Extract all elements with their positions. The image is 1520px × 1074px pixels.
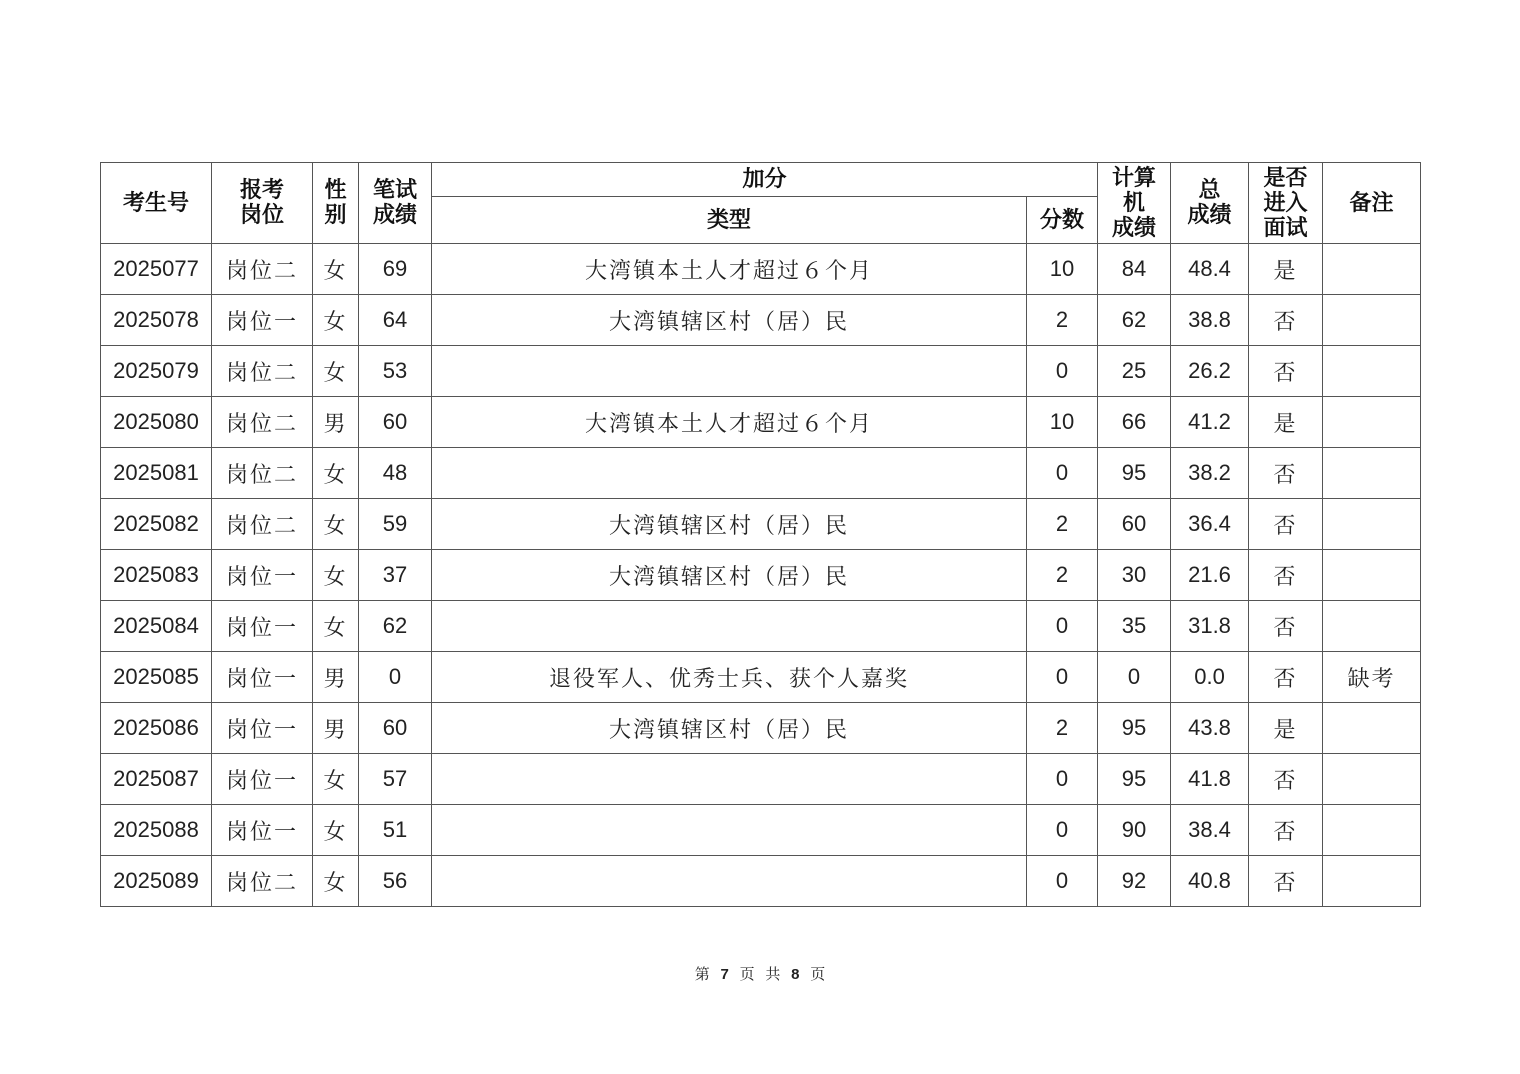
cell-position: 岗位一: [212, 805, 313, 856]
cell-remark: [1323, 244, 1421, 295]
cell-exam-no: 2025079: [101, 346, 212, 397]
cell-exam-no: 2025084: [101, 601, 212, 652]
footer-middle: 页 共: [739, 965, 781, 983]
score-table: [100, 162, 1421, 907]
cell-bonus-type: 大湾镇辖区村（居）民: [432, 703, 1027, 754]
footer-prefix: 第: [694, 965, 710, 983]
header-written-score: 笔试 成绩: [359, 163, 432, 244]
header-bonus-type: 类型: [432, 197, 1027, 244]
cell-computer-score: 95: [1098, 754, 1171, 805]
cell-total-score: 36.4: [1171, 499, 1249, 550]
cell-interview: 是: [1249, 244, 1323, 295]
cell-computer-score: 60: [1098, 499, 1171, 550]
cell-interview: 否: [1249, 499, 1323, 550]
cell-total-score: 38.4: [1171, 805, 1249, 856]
cell-gender: 女: [313, 295, 359, 346]
footer-page-number: 7: [720, 966, 729, 983]
cell-written-score: 51: [359, 805, 432, 856]
cell-total-score: 41.8: [1171, 754, 1249, 805]
cell-interview: 否: [1249, 856, 1323, 907]
cell-gender: 女: [313, 856, 359, 907]
cell-position: 岗位一: [212, 601, 313, 652]
header-computer-score: 计算 机 成绩: [1098, 163, 1171, 244]
cell-written-score: 37: [359, 550, 432, 601]
cell-interview: 是: [1249, 397, 1323, 448]
cell-written-score: 60: [359, 703, 432, 754]
header-bonus-score: 分数: [1027, 197, 1098, 244]
cell-bonus-score: 0: [1027, 805, 1098, 856]
cell-computer-score: 95: [1098, 703, 1171, 754]
cell-total-score: 0.0: [1171, 652, 1249, 703]
cell-bonus-type: [432, 805, 1027, 856]
cell-interview: 否: [1249, 805, 1323, 856]
cell-remark: [1323, 805, 1421, 856]
cell-computer-score: 62: [1098, 295, 1171, 346]
cell-bonus-score: 10: [1027, 244, 1098, 295]
cell-gender: 女: [313, 805, 359, 856]
cell-total-score: 43.8: [1171, 703, 1249, 754]
cell-remark: [1323, 754, 1421, 805]
table-body: [101, 244, 1421, 907]
cell-computer-score: 66: [1098, 397, 1171, 448]
cell-computer-score: 35: [1098, 601, 1171, 652]
cell-gender: 男: [313, 703, 359, 754]
table-row: [101, 550, 1421, 601]
cell-position: 岗位二: [212, 397, 313, 448]
header-bonus: 加分: [432, 163, 1098, 197]
cell-gender: 女: [313, 499, 359, 550]
cell-gender: 女: [313, 754, 359, 805]
cell-position: 岗位二: [212, 346, 313, 397]
header-gender: 性 别: [313, 163, 359, 244]
cell-computer-score: 0: [1098, 652, 1171, 703]
cell-position: 岗位一: [212, 295, 313, 346]
cell-bonus-score: 0: [1027, 754, 1098, 805]
cell-bonus-type: [432, 856, 1027, 907]
cell-total-score: 41.2: [1171, 397, 1249, 448]
cell-bonus-score: 2: [1027, 703, 1098, 754]
table-row: [101, 244, 1421, 295]
cell-position: 岗位二: [212, 448, 313, 499]
cell-exam-no: 2025086: [101, 703, 212, 754]
cell-remark: [1323, 448, 1421, 499]
cell-total-score: 48.4: [1171, 244, 1249, 295]
cell-bonus-score: 10: [1027, 397, 1098, 448]
cell-gender: 女: [313, 244, 359, 295]
cell-remark: 缺考: [1323, 652, 1421, 703]
cell-remark: [1323, 601, 1421, 652]
cell-exam-no: 2025077: [101, 244, 212, 295]
cell-position: 岗位一: [212, 550, 313, 601]
table-row: [101, 856, 1421, 907]
header-exam-no: 考生号: [101, 163, 212, 244]
cell-exam-no: 2025081: [101, 448, 212, 499]
cell-bonus-type: 退役军人、优秀士兵、获个人嘉奖: [432, 652, 1027, 703]
cell-remark: [1323, 499, 1421, 550]
cell-bonus-score: 0: [1027, 856, 1098, 907]
cell-bonus-type: 大湾镇辖区村（居）民: [432, 550, 1027, 601]
cell-exam-no: 2025083: [101, 550, 212, 601]
header-position: 报考 岗位: [212, 163, 313, 244]
cell-position: 岗位二: [212, 856, 313, 907]
cell-bonus-type: [432, 754, 1027, 805]
cell-total-score: 31.8: [1171, 601, 1249, 652]
cell-position: 岗位一: [212, 652, 313, 703]
cell-written-score: 60: [359, 397, 432, 448]
cell-total-score: 21.6: [1171, 550, 1249, 601]
header-row-top: [101, 163, 1421, 197]
cell-exam-no: 2025078: [101, 295, 212, 346]
cell-gender: 女: [313, 601, 359, 652]
cell-written-score: 56: [359, 856, 432, 907]
cell-exam-no: 2025087: [101, 754, 212, 805]
cell-total-score: 26.2: [1171, 346, 1249, 397]
header-interview: 是否 进入 面试: [1249, 163, 1323, 244]
table-row: [101, 805, 1421, 856]
cell-bonus-type: [432, 601, 1027, 652]
table-row: [101, 601, 1421, 652]
cell-bonus-score: 2: [1027, 550, 1098, 601]
cell-position: 岗位一: [212, 703, 313, 754]
cell-bonus-score: 0: [1027, 601, 1098, 652]
cell-computer-score: 90: [1098, 805, 1171, 856]
header-remark: 备注: [1323, 163, 1421, 244]
cell-bonus-score: 2: [1027, 499, 1098, 550]
cell-bonus-type: 大湾镇辖区村（居）民: [432, 499, 1027, 550]
cell-exam-no: 2025082: [101, 499, 212, 550]
table-row: [101, 652, 1421, 703]
cell-position: 岗位一: [212, 754, 313, 805]
cell-gender: 男: [313, 397, 359, 448]
cell-total-score: 40.8: [1171, 856, 1249, 907]
header-total-score: 总 成绩: [1171, 163, 1249, 244]
cell-bonus-score: 2: [1027, 295, 1098, 346]
cell-exam-no: 2025085: [101, 652, 212, 703]
table-row: [101, 397, 1421, 448]
cell-bonus-type: [432, 448, 1027, 499]
cell-exam-no: 2025080: [101, 397, 212, 448]
table-row: [101, 703, 1421, 754]
cell-computer-score: 95: [1098, 448, 1171, 499]
cell-written-score: 64: [359, 295, 432, 346]
cell-exam-no: 2025088: [101, 805, 212, 856]
cell-interview: 否: [1249, 550, 1323, 601]
cell-written-score: 48: [359, 448, 432, 499]
cell-bonus-type: 大湾镇辖区村（居）民: [432, 295, 1027, 346]
cell-position: 岗位二: [212, 499, 313, 550]
table-row: [101, 295, 1421, 346]
cell-computer-score: 84: [1098, 244, 1171, 295]
cell-remark: [1323, 397, 1421, 448]
cell-bonus-type: 大湾镇本土人才超过６个月: [432, 397, 1027, 448]
cell-gender: 女: [313, 448, 359, 499]
page-footer: [0, 963, 1520, 984]
cell-bonus-type: 大湾镇本土人才超过６个月: [432, 244, 1027, 295]
cell-bonus-type: [432, 346, 1027, 397]
table-row: [101, 346, 1421, 397]
cell-bonus-score: 0: [1027, 448, 1098, 499]
cell-total-score: 38.2: [1171, 448, 1249, 499]
cell-interview: 否: [1249, 754, 1323, 805]
cell-remark: [1323, 346, 1421, 397]
table-row: [101, 754, 1421, 805]
cell-written-score: 53: [359, 346, 432, 397]
cell-computer-score: 30: [1098, 550, 1171, 601]
cell-written-score: 0: [359, 652, 432, 703]
footer-suffix: 页: [810, 965, 826, 983]
cell-exam-no: 2025089: [101, 856, 212, 907]
cell-interview: 否: [1249, 601, 1323, 652]
cell-gender: 男: [313, 652, 359, 703]
cell-position: 岗位二: [212, 244, 313, 295]
cell-remark: [1323, 856, 1421, 907]
cell-written-score: 57: [359, 754, 432, 805]
cell-remark: [1323, 703, 1421, 754]
cell-interview: 是: [1249, 703, 1323, 754]
cell-written-score: 62: [359, 601, 432, 652]
cell-computer-score: 25: [1098, 346, 1171, 397]
cell-computer-score: 92: [1098, 856, 1171, 907]
cell-written-score: 59: [359, 499, 432, 550]
cell-interview: 否: [1249, 346, 1323, 397]
cell-remark: [1323, 550, 1421, 601]
cell-remark: [1323, 295, 1421, 346]
cell-written-score: 69: [359, 244, 432, 295]
cell-bonus-score: 0: [1027, 346, 1098, 397]
cell-gender: 女: [313, 346, 359, 397]
cell-interview: 否: [1249, 448, 1323, 499]
footer-total-pages: 8: [791, 966, 800, 983]
cell-bonus-score: 0: [1027, 652, 1098, 703]
cell-interview: 否: [1249, 295, 1323, 346]
table-row: [101, 448, 1421, 499]
cell-gender: 女: [313, 550, 359, 601]
cell-interview: 否: [1249, 652, 1323, 703]
table-row: [101, 499, 1421, 550]
cell-total-score: 38.8: [1171, 295, 1249, 346]
